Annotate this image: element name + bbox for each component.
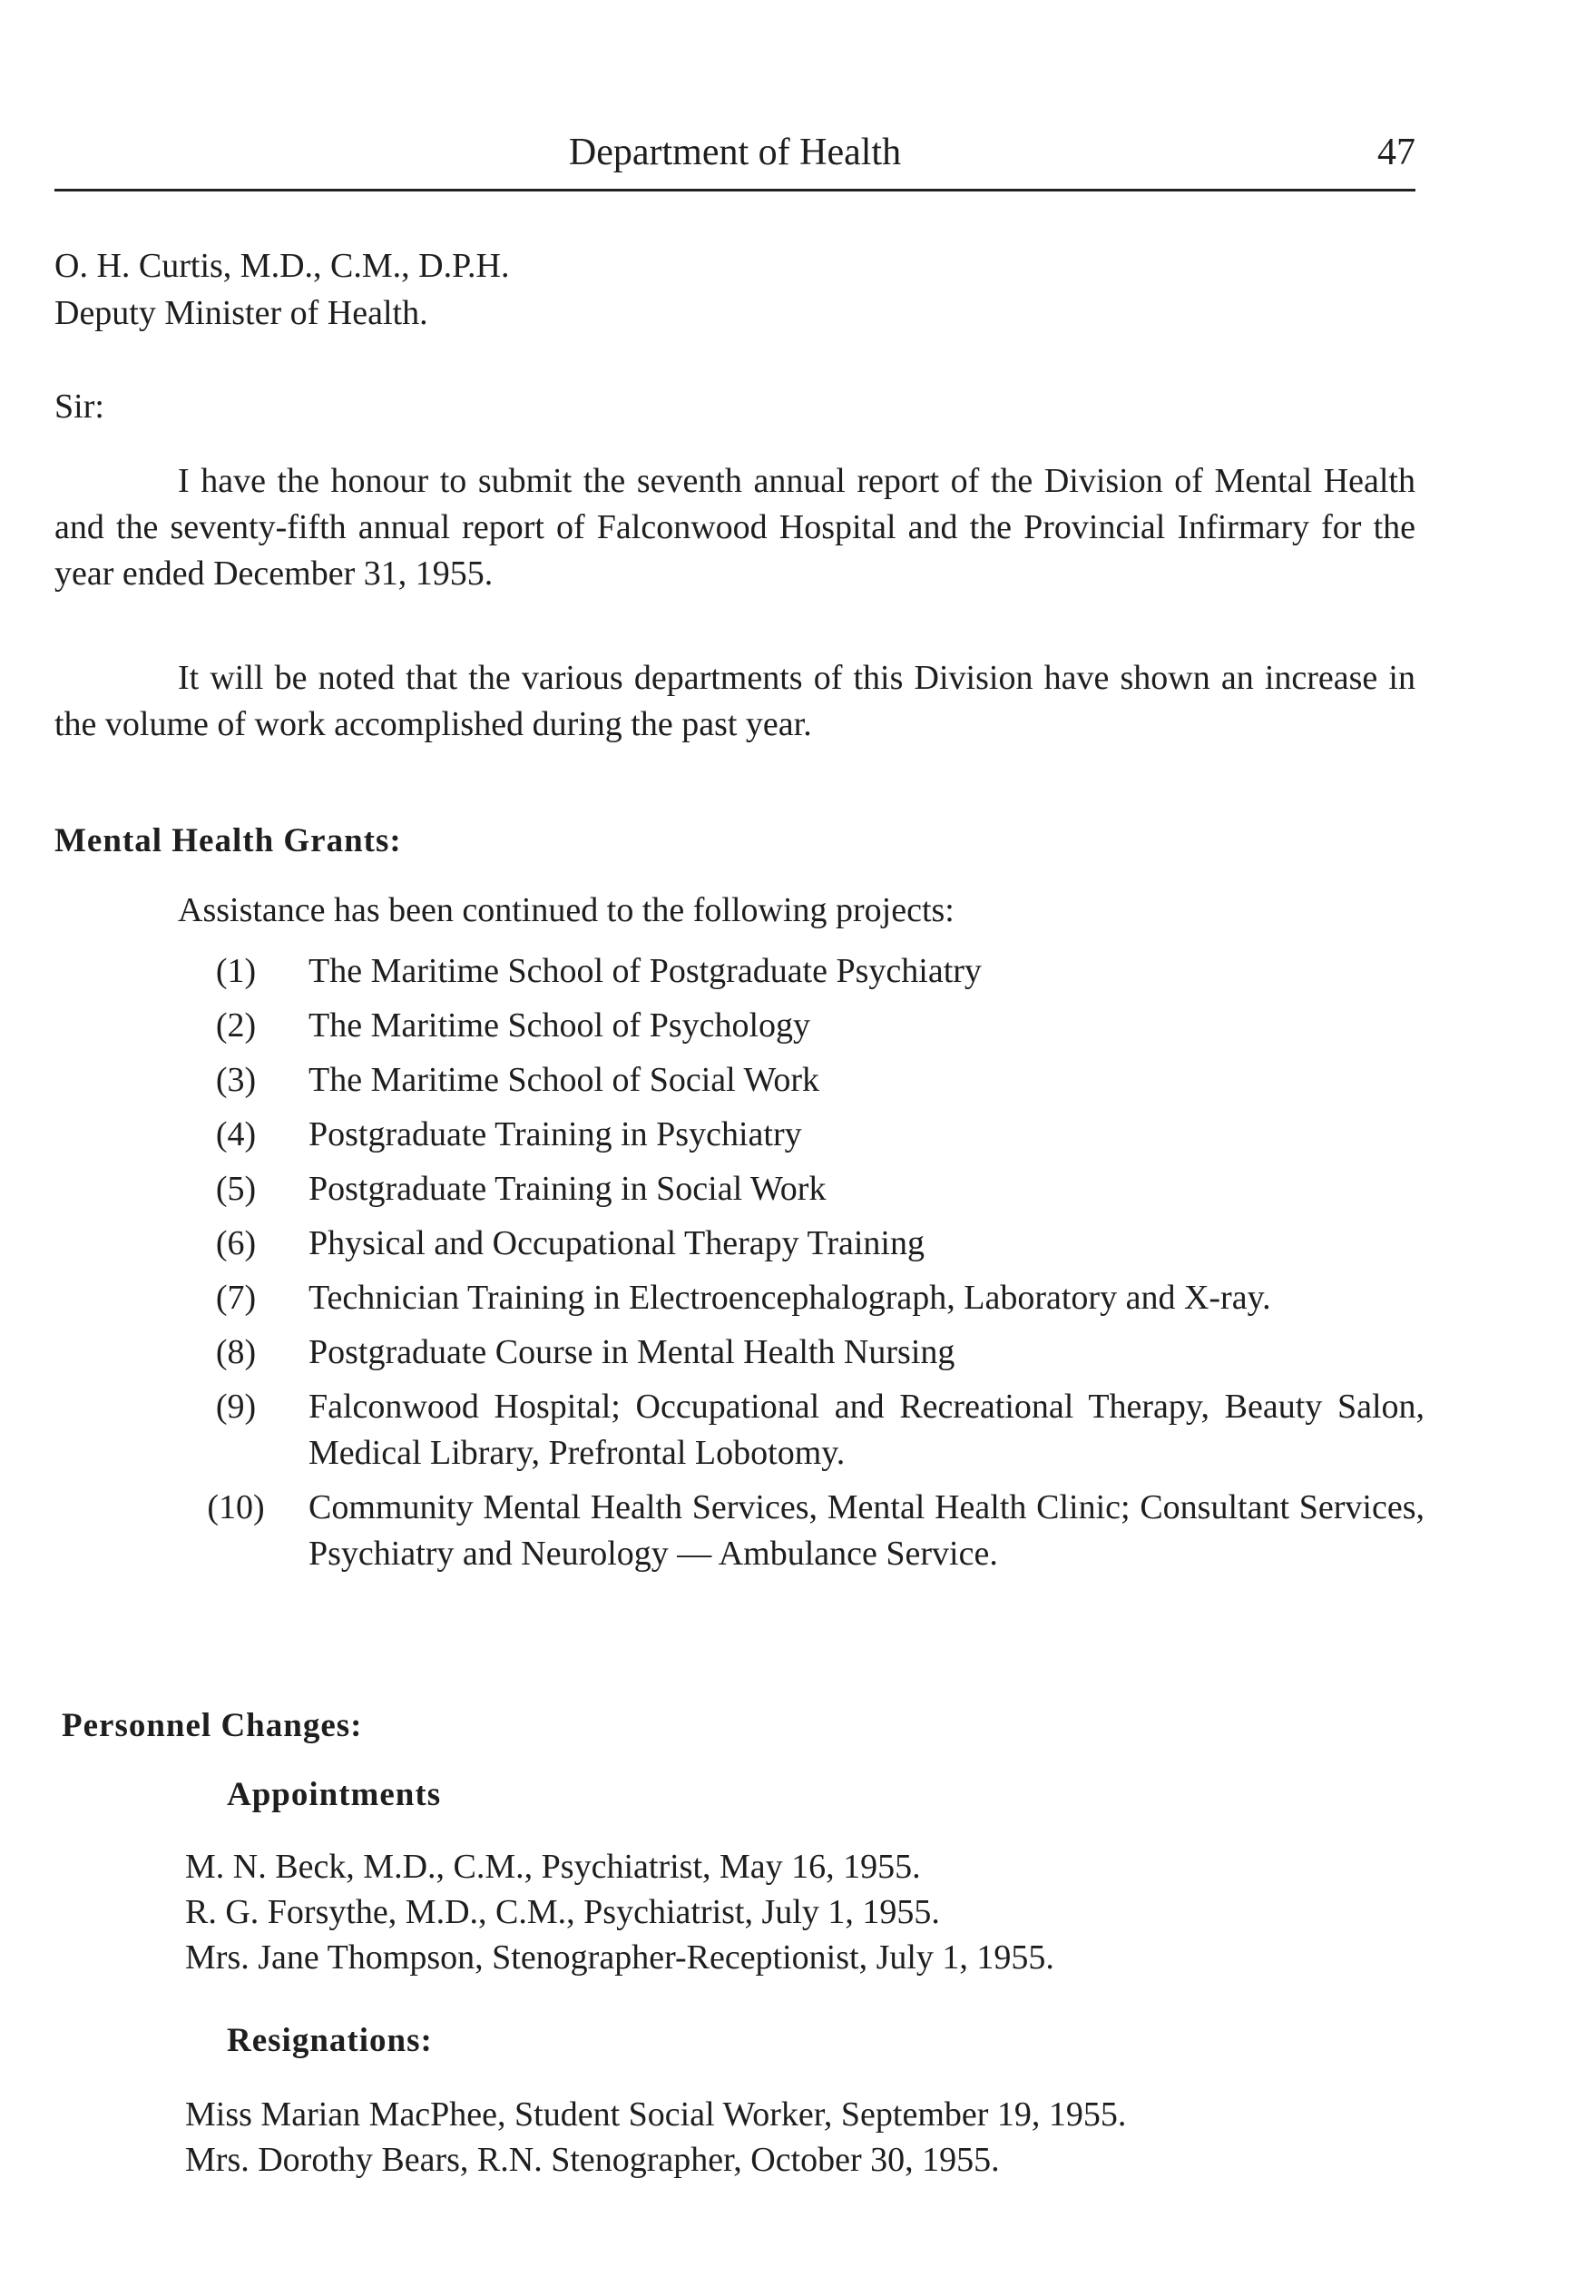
item-number: (9) (215, 1388, 257, 1426)
item-number: (7) (215, 1279, 257, 1317)
appointment-entry: Mrs. Jane Thompson, Stenographer-Receptionist, July 1, 1955. (185, 1938, 1054, 1977)
item-number: (1) (215, 952, 257, 990)
item-number: (8) (215, 1333, 257, 1371)
running-head (54, 127, 1415, 191)
mental-health-grants-heading: Mental Health Grants: (54, 822, 402, 859)
summary-paragraph: It will be noted that the various departments of this Division have shown an increase in the volume of work accomplished during the past year. (54, 659, 1415, 743)
intro-paragraph: I have the honour to submit the seventh annual report of the Division of Mental Health and the seventy-fifth annual report of Falconwood Hospital and the Provincial Infirmary for the year ended December 31, 1955. (54, 462, 1415, 593)
list-item (163, 1384, 1425, 1477)
running-head-title: Department of Health (568, 132, 902, 173)
item-text: Falconwood Hospital; Occupational and Recreational Therapy, Beauty Salon, Medical Library, Prefrontal Lobotomy. (308, 1388, 1425, 1472)
addressee-position: Deputy Minister of Health. (54, 294, 428, 332)
salutation: Sir: (54, 388, 104, 426)
item-text: The Maritime School of Social Work (308, 1061, 819, 1099)
personnel-changes-heading: Personnel Changes: (62, 1707, 363, 1744)
list-item (163, 948, 1425, 995)
page-number: 47 (1377, 132, 1415, 173)
appointment-entry: R. G. Forsythe, M.D., C.M., Psychiatrist, July 1, 1955. (185, 1893, 940, 1931)
item-number: (2) (215, 1006, 257, 1045)
list-item (163, 1221, 1425, 1267)
header-rule (54, 189, 1415, 191)
item-text: Physical and Occupational Therapy Training (308, 1224, 925, 1262)
grants-intro: Assistance has been continued to the following projects: (178, 891, 955, 929)
item-number: (3) (215, 1061, 257, 1099)
list-item (163, 1112, 1425, 1158)
list-item (163, 1275, 1425, 1321)
item-text: The Maritime School of Postgraduate Psychiatry (308, 952, 982, 990)
item-text: Community Mental Health Services, Mental Health Clinic; Consultant Services, Psychiatry and Neurology — Ambulance Service. (308, 1488, 1425, 1573)
item-number: (5) (215, 1170, 257, 1208)
list-item (163, 1057, 1425, 1104)
item-text: Postgraduate Training in Psychiatry (308, 1115, 802, 1153)
appointments-list (185, 1844, 1054, 1980)
appointment-entry: M. N. Beck, M.D., C.M., Psychiatrist, May 16, 1955. (185, 1848, 921, 1886)
item-number: (10) (207, 1488, 265, 1526)
resignation-entry: Mrs. Dorothy Bears, R.N. Stenographer, October 30, 1955. (185, 2141, 1000, 2179)
resignations-heading: Resignations: (227, 2022, 433, 2059)
list-item (163, 1485, 1425, 1577)
item-text: Postgraduate Course in Mental Health Nursing (308, 1333, 955, 1371)
list-item (163, 1330, 1425, 1376)
item-text: Postgraduate Training in Social Work (308, 1170, 827, 1208)
resignation-entry: Miss Marian MacPhee, Student Social Worker, September 19, 1955. (185, 2095, 1127, 2134)
item-text: The Maritime School of Psychology (308, 1006, 811, 1045)
list-item (163, 1003, 1425, 1049)
addressee-name: O. H. Curtis, M.D., C.M., D.P.H. (54, 247, 510, 285)
list-item (163, 1166, 1425, 1212)
grants-list (163, 948, 1425, 1585)
item-text: Technician Training in Electroencephalograph, Laboratory and X-ray. (308, 1279, 1271, 1317)
appointments-heading: Appointments (227, 1776, 442, 1813)
item-number: (4) (215, 1115, 257, 1153)
item-number: (6) (215, 1224, 257, 1262)
resignations-list (185, 2092, 1126, 2183)
